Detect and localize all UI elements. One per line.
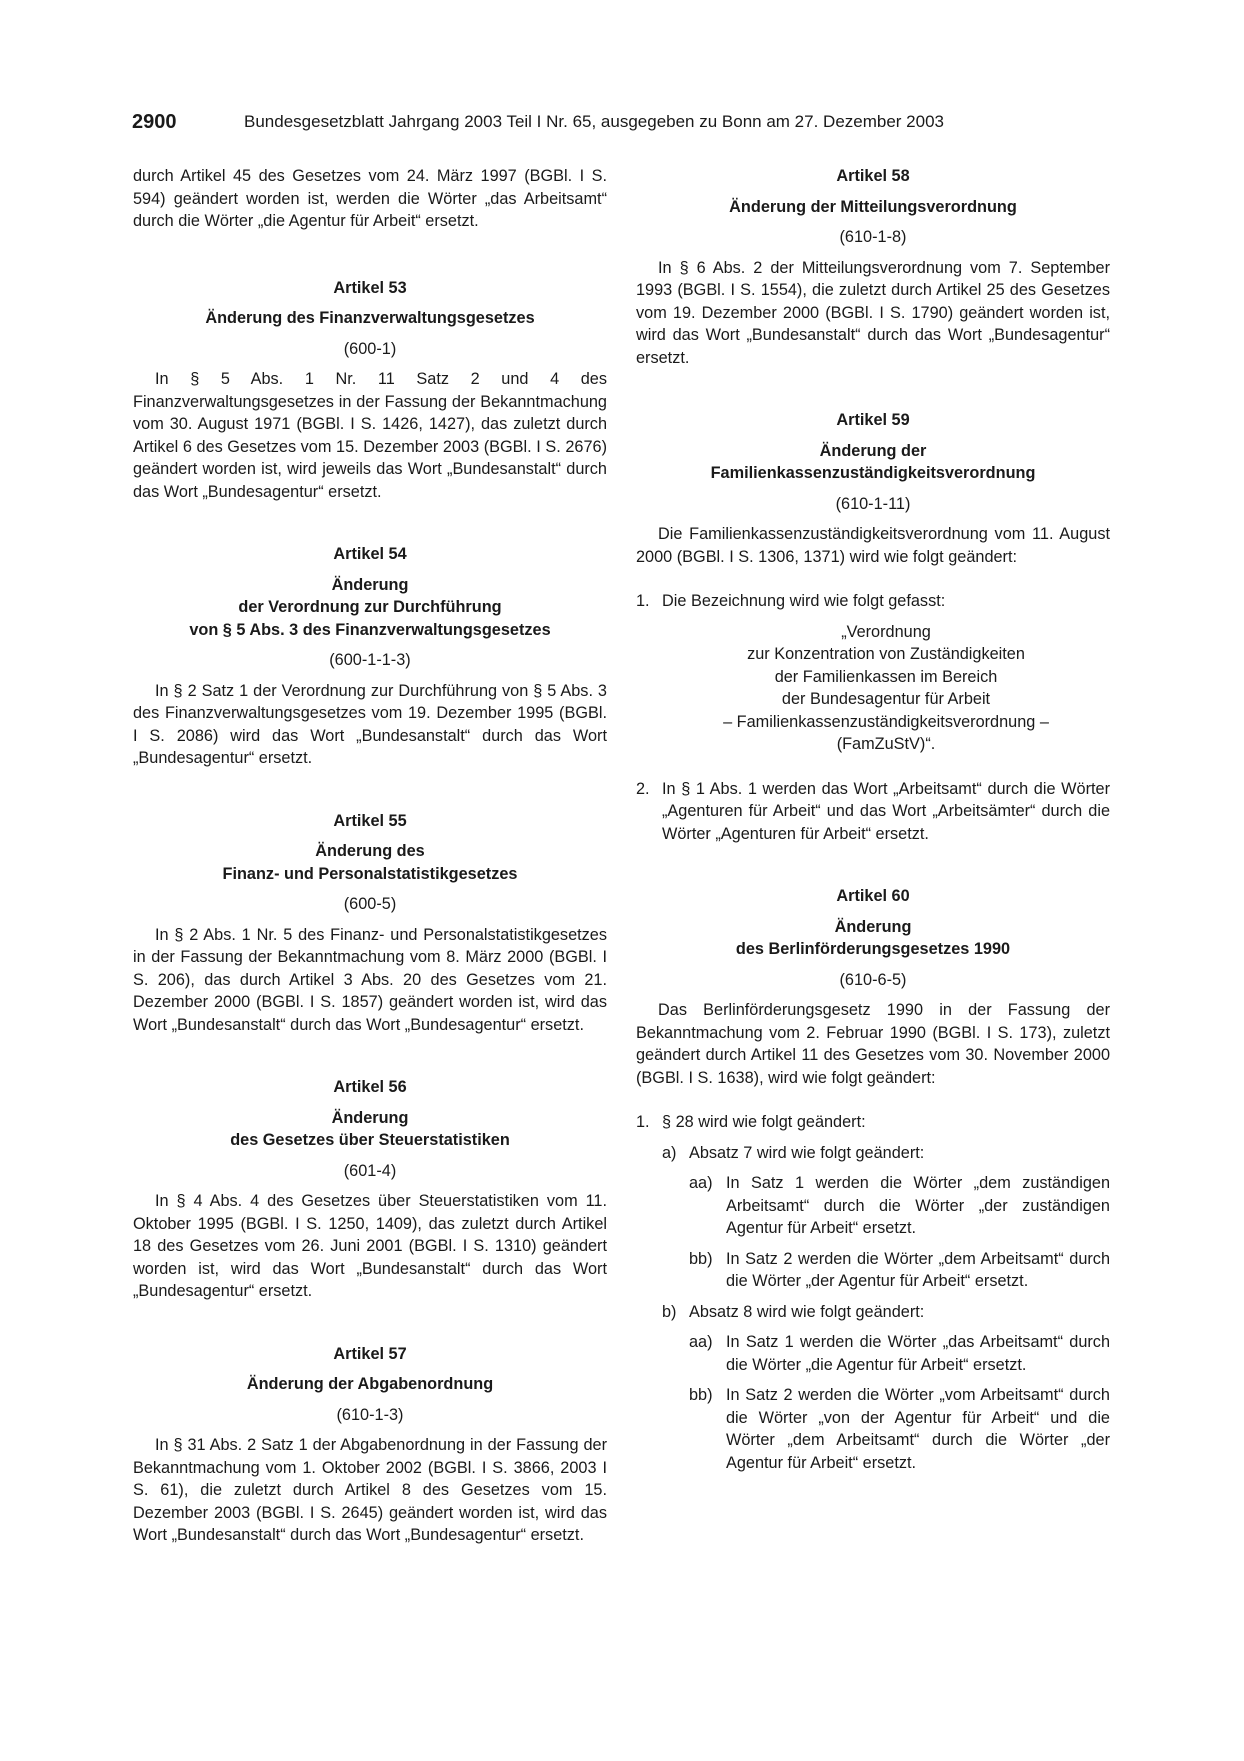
list-text: In Satz 2 werden die Wörter „dem Arbeitsamt“ durch die Wörter „der Agentur für Arbeit“ ersetzt.	[726, 1249, 1110, 1290]
quote-line: „Verordnung	[841, 622, 931, 641]
list-item	[689, 1331, 1110, 1376]
continued-paragraph: durch Artikel 45 des Gesetzes vom 24. März 1997 (BGBl. I S. 594) geändert worden ist, werden die Wörter „das Arbeitsamt“ durch die Wörter „die Agentur für Arbeit“ ersetzt.	[133, 167, 607, 230]
article-number: Artikel 60	[836, 887, 910, 905]
list-item	[636, 778, 1110, 846]
list-item	[636, 590, 1110, 613]
list-item	[689, 1172, 1110, 1240]
quote-line: der Bundesagentur für Arbeit	[781, 690, 991, 708]
list-marker: a)	[662, 1143, 677, 1162]
title-line: von § 5 Abs. 3 des Finanzverwaltungsgesetzes	[189, 620, 551, 639]
article-53	[133, 277, 607, 361]
list-text: In Satz 2 werden die Wörter „vom Arbeitsamt“ durch die Wörter „von der Agentur für Arbeit“ und die Wörter „dem Arbeitsamt“ durch die Wörter „der Agentur für Arbeit“ ersetzt.	[726, 1386, 1110, 1472]
list-item	[662, 1142, 1110, 1165]
title-line: Familienkassenzuständigkeitsverordnung	[710, 464, 1036, 482]
title-line: Änderung der	[819, 441, 927, 460]
list-item	[689, 1384, 1110, 1474]
article-number: Artikel 57	[333, 1344, 407, 1363]
article-code: (600-1)	[343, 339, 397, 358]
list-text: In § 1 Abs. 1 werden das Wort „Arbeitsamt“ durch die Wörter „Agenturen für Arbeit“ und das Wort „Arbeitsämter“ durch die Wörter „Agenturen für Arbeit“ ersetzt.	[662, 779, 1110, 843]
list-text: Absatz 8 wird wie folgt geändert:	[689, 1302, 925, 1321]
article-number: Artikel 54	[333, 545, 407, 563]
article-number: Artikel 55	[333, 811, 407, 830]
title-line: Änderung	[331, 575, 409, 594]
list-text: § 28 wird wie folgt geändert:	[662, 1113, 866, 1131]
page-number: 2900	[132, 111, 177, 133]
title-line: Änderung	[331, 1108, 409, 1127]
article-code: (600-1-1-3)	[329, 651, 411, 669]
running-title: Bundesgesetzblatt Jahrgang 2003 Teil I Nr. 65, ausgegeben zu Bonn am 27. Dezember 2003	[244, 112, 944, 131]
quote-line: zur Konzentration von Zuständigkeiten	[747, 645, 1025, 663]
article-text: Das Berlinförderungsgesetz 1990 in der Fassung der Bekanntmachung vom 2. Februar 1990 (BGBl. I S. 173), zuletzt geändert durch Artikel 11 des Gesetzes vom 30. November 2000 (BGBl. I S. 1638), wird wie folgt geändert:	[636, 1001, 1110, 1087]
left-column	[133, 165, 607, 1547]
article-code: (600-5)	[343, 895, 397, 913]
article-55	[133, 810, 607, 916]
title-line: Finanz- und Personalstatistikgesetzes	[222, 864, 518, 883]
page-header	[132, 111, 1112, 137]
article-title: Änderung der Mitteilungsverordnung	[729, 197, 1017, 216]
article-code: (610-1-11)	[835, 494, 911, 513]
article-text: In § 5 Abs. 1 Nr. 11 Satz 2 und 4 des Finanzverwaltungsgesetzes in der Fassung der Bekanntmachung vom 30. August 1971 (BGBl. I S. 1426, 1427), das zuletzt durch Artikel 6 des Gesetzes vom 15. Dezember 2003 (BGBl. I S. 2676) geändert worden ist, wird jeweils das Wort „Bundesanstalt“ durch das Wort „Bundesagentur“ ersetzt.	[133, 370, 607, 501]
article-number: Artikel 56	[333, 1078, 407, 1096]
article-58	[636, 165, 1110, 249]
article-text: In § 4 Abs. 4 des Gesetzes über Steuerstatistiken vom 11. Oktober 1995 (BGBl. I S. 1250, 1409), das zuletzt durch Artikel 18 des Gesetzes vom 26. Juni 2001 (BGBl. I S. 1310) geändert worden ist, wird das Wort „Bundesanstalt“ durch das Wort „Bundesagentur“ ersetzt.	[133, 1192, 607, 1300]
article-title	[636, 916, 1110, 961]
article-text: In § 2 Satz 1 der Verordnung zur Durchführung von § 5 Abs. 3 des Finanzverwaltungsgesetzes vom 19. Dezember 1995 (BGBl. I S. 2086) wird das Wort „Bundesanstalt“ durch das Wort „Bundesagentur“ ersetzt.	[133, 681, 607, 767]
title-line: der Verordnung zur Durchführung	[238, 598, 502, 616]
article-title	[133, 1107, 607, 1152]
list-marker: bb)	[689, 1249, 713, 1268]
list-item	[636, 1111, 1110, 1134]
title-line: Änderung	[834, 917, 912, 936]
article-title: Änderung des Finanzverwaltungsgesetzes	[205, 309, 535, 327]
list-marker: b)	[662, 1302, 677, 1321]
article-56	[133, 1076, 607, 1182]
title-line: Änderung des	[315, 842, 425, 860]
quote-line: – Familienkassenzuständigkeitsverordnung –	[723, 712, 1049, 731]
article-59	[636, 409, 1110, 515]
article-60	[636, 885, 1110, 991]
article-number: Artikel 58	[836, 167, 910, 185]
article-title	[133, 840, 607, 885]
article-57	[133, 1343, 607, 1427]
list-marker: 2.	[636, 779, 650, 798]
article-number: Artikel 59	[836, 411, 910, 429]
article-text: Die Familienkassenzuständigkeitsverordnung vom 11. August 2000 (BGBl. I S. 1306, 1371) wird wie folgt geändert:	[636, 525, 1110, 566]
article-code: (610-1-3)	[336, 1405, 404, 1424]
article-number: Artikel 53	[333, 278, 407, 297]
list-text: In Satz 1 werden die Wörter „das Arbeitsamt“ durch die Wörter „die Agentur für Arbeit“ ersetzt.	[726, 1333, 1110, 1374]
article-54	[133, 543, 607, 672]
list-marker: 1.	[636, 592, 650, 610]
list-text: In Satz 1 werden die Wörter „dem zuständigen Arbeitsamt“ durch die Wörter „der zuständigen Agentur für Arbeit“ ersetzt.	[726, 1174, 1110, 1237]
article-code: (601-4)	[343, 1161, 397, 1180]
list-marker: bb)	[689, 1386, 713, 1404]
article-title	[636, 440, 1110, 485]
article-text: In § 2 Abs. 1 Nr. 5 des Finanz- und Personalstatistikgesetzes in der Fassung der Bekanntmachung vom 8. März 2000 (BGBl. I S. 206), das durch Artikel 3 Abs. 20 des Gesetzes vom 21. Dezember 2000 (BGBl. I S. 1857) geändert worden ist, wird das Wort „Bundesanstalt“ durch das Wort „Bundesagentur“ ersetzt.	[133, 925, 607, 1034]
title-line: des Gesetzes über Steuerstatistiken	[230, 1131, 510, 1149]
list-marker: aa)	[689, 1333, 713, 1351]
article-title: Änderung der Abgabenordnung	[246, 1375, 494, 1393]
article-text: In § 6 Abs. 2 der Mitteilungsverordnung vom 7. September 1993 (BGBl. I S. 1554), die zuletzt durch Artikel 25 des Gesetzes vom 19. Dezember 2000 (BGBl. I S. 1790) geändert worden ist, wird das Wort „Bundesanstalt“ durch das Wort „Bundesagentur“ ersetzt.	[636, 258, 1110, 367]
list-text: Die Bezeichnung wird wie folgt gefasst:	[662, 592, 946, 610]
article-code: (610-6-5)	[839, 970, 907, 989]
list-item	[689, 1248, 1110, 1293]
right-column	[636, 165, 1110, 1474]
article-code: (610-1-8)	[839, 228, 907, 246]
list-marker: aa)	[689, 1174, 713, 1192]
article-title	[133, 574, 607, 642]
quoted-title	[636, 621, 1110, 756]
article-text: In § 31 Abs. 2 Satz 1 der Abgabenordnung in der Fassung der Bekanntmachung vom 1. Oktober 2002 (BGBl. I S. 3866, 2003 I S. 61), die zuletzt durch Artikel 8 des Gesetzes vom 15. Dezember 2003 (BGBl. I S. 2645) geändert worden ist, wird das Wort „Bundesanstalt“ durch das Wort „Bundesagentur“ ersetzt.	[133, 1436, 607, 1544]
quote-line: (FamZuStV)“.	[836, 735, 936, 753]
quote-line: der Familienkassen im Bereich	[774, 667, 998, 686]
list-text: Absatz 7 wird wie folgt geändert:	[689, 1143, 925, 1162]
list-item	[662, 1301, 1110, 1324]
title-line: des Berlinförderungsgesetzes 1990	[735, 940, 1011, 958]
list-marker: 1.	[636, 1113, 650, 1131]
